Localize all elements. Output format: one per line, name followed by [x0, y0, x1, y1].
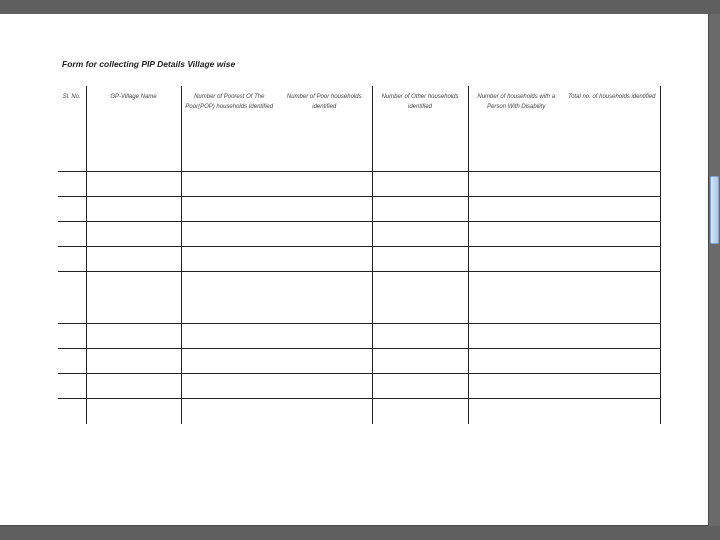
table-cell[interactable]	[86, 348, 181, 373]
table-cell[interactable]	[564, 196, 660, 221]
table-row	[58, 271, 660, 323]
table-cell[interactable]	[277, 271, 372, 323]
table-cell[interactable]	[58, 221, 86, 246]
table-cell[interactable]	[86, 171, 181, 196]
table-cell[interactable]	[277, 196, 372, 221]
table-cell[interactable]	[277, 398, 372, 424]
table-cell[interactable]	[468, 171, 564, 196]
table-cell[interactable]	[468, 271, 564, 323]
table-cell[interactable]	[58, 373, 86, 398]
scrollbar-thumb[interactable]	[710, 176, 719, 244]
table-cell[interactable]	[58, 323, 86, 348]
table-row	[58, 221, 660, 246]
vertical-scrollbar[interactable]	[709, 14, 720, 526]
table-cell[interactable]	[468, 373, 564, 398]
table-row	[58, 196, 660, 221]
table-cell[interactable]	[372, 373, 468, 398]
table-cell[interactable]	[372, 246, 468, 271]
table-cell[interactable]	[468, 196, 564, 221]
document-page	[0, 14, 709, 526]
table-cell[interactable]	[468, 221, 564, 246]
table-cell[interactable]	[372, 348, 468, 373]
table-cell[interactable]	[58, 348, 86, 373]
table-cell[interactable]	[86, 221, 181, 246]
table-row	[58, 348, 660, 373]
table-cell[interactable]	[564, 398, 660, 424]
table-cell[interactable]	[277, 171, 372, 196]
table-cell[interactable]	[181, 398, 277, 424]
table-cell[interactable]	[58, 196, 86, 221]
table-header-row	[58, 86, 660, 171]
table-cell[interactable]	[564, 348, 660, 373]
table-cell[interactable]	[86, 271, 181, 323]
table-cell[interactable]	[181, 323, 277, 348]
table-cell[interactable]	[181, 246, 277, 271]
table-cell[interactable]	[181, 348, 277, 373]
table-cell[interactable]	[372, 196, 468, 221]
table-cell[interactable]	[277, 373, 372, 398]
col-header-pwd-households: Number of households with a Person With Disability	[468, 86, 564, 171]
table-row	[58, 171, 660, 196]
table-cell[interactable]	[372, 323, 468, 348]
col-header-sl-no: Sl. No.	[62, 94, 81, 100]
table-cell[interactable]	[372, 271, 468, 323]
form-title: Form for collecting PIP Details Village wise	[62, 59, 236, 69]
table-cell[interactable]	[181, 373, 277, 398]
table-cell[interactable]	[564, 221, 660, 246]
table-row	[58, 373, 660, 398]
table-cell[interactable]	[181, 196, 277, 221]
table-row	[58, 246, 660, 271]
table-cell[interactable]	[58, 271, 86, 323]
col-header-other-households: Number of Other households identified	[372, 86, 468, 171]
pip-details-table	[58, 86, 661, 424]
table-cell[interactable]	[58, 246, 86, 271]
col-header-pop-households: Number of Poorest Of The Poor(POP) households Identified	[181, 86, 277, 171]
table-cell[interactable]	[86, 323, 181, 348]
table-cell[interactable]	[86, 398, 181, 424]
table-cell[interactable]	[86, 196, 181, 221]
table-cell[interactable]	[86, 246, 181, 271]
table-row	[58, 398, 660, 424]
table-cell[interactable]	[564, 171, 660, 196]
table-cell[interactable]	[372, 221, 468, 246]
table-row	[58, 323, 660, 348]
table-cell[interactable]	[181, 271, 277, 323]
table-cell[interactable]	[58, 171, 86, 196]
table-cell[interactable]	[181, 171, 277, 196]
table-cell[interactable]	[277, 348, 372, 373]
table-cell[interactable]	[468, 348, 564, 373]
table-cell[interactable]	[86, 373, 181, 398]
table-cell[interactable]	[564, 373, 660, 398]
table-cell[interactable]	[564, 271, 660, 323]
table-cell[interactable]	[564, 323, 660, 348]
table-cell[interactable]	[277, 221, 372, 246]
table-cell[interactable]	[181, 221, 277, 246]
col-header-gp-village-name: GP-Village Name	[86, 86, 181, 171]
table-cell[interactable]	[468, 398, 564, 424]
table-cell[interactable]	[58, 398, 86, 424]
table-cell[interactable]	[468, 323, 564, 348]
table-cell[interactable]	[277, 323, 372, 348]
table-cell[interactable]	[372, 398, 468, 424]
table-cell[interactable]	[277, 246, 372, 271]
col-header-poor-households: Number of Poor households identified	[286, 94, 362, 110]
table-cell[interactable]	[468, 246, 564, 271]
col-header-total-households: Total no. of households identified	[564, 86, 660, 171]
table-cell[interactable]	[372, 171, 468, 196]
table-cell[interactable]	[564, 246, 660, 271]
